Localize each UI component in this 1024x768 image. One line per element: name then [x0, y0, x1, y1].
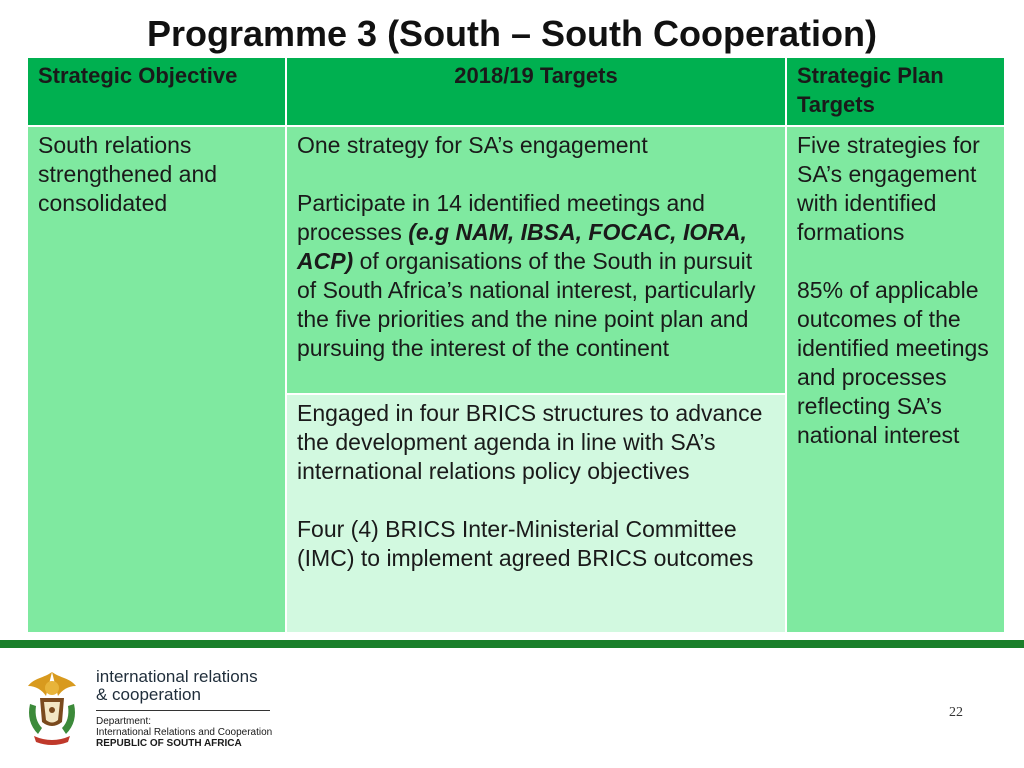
- coat-of-arms-icon: [22, 668, 82, 748]
- plan-target-five-strategies: Five strategies for SA’s engagement with identified formations: [797, 132, 980, 245]
- page-number: 22: [949, 705, 963, 720]
- brand-divider: [96, 710, 270, 711]
- target-brics-structures: Engaged in four BRICS structures to advance the development agenda in line with SA’s international relations policy objectives: [297, 400, 763, 484]
- brand-line-2: & cooperation: [96, 685, 201, 704]
- department-brand: [96, 668, 276, 749]
- dept-label: Department:: [96, 716, 152, 727]
- cell-strategic-plan-targets: [785, 125, 1004, 632]
- country-name: REPUBLIC OF SOUTH AFRICA: [96, 738, 242, 749]
- target-one-strategy: One strategy for SA’s engagement: [297, 132, 648, 158]
- slide-title: Programme 3 (South – South Cooperation): [146, 13, 878, 54]
- target-participate-start: Participate in 14 identified meetings and processes: [297, 190, 705, 245]
- target-participate-meetings: [297, 189, 775, 363]
- cell-targets-top: [285, 125, 785, 393]
- header-strategic-objective: Strategic Objective: [28, 58, 285, 125]
- cell-targets-bottom: [285, 393, 785, 632]
- target-brics-imc: Four (4) BRICS Inter-Ministerial Committee (IMC) to implement agreed BRICS outcomes: [297, 516, 754, 571]
- target-participate-examples: (e.g NAM, IBSA, FOCAC, IORA, ACP): [297, 219, 747, 274]
- footer-rule: [0, 640, 1024, 648]
- objective-text: South relations strengthened and consolidated: [38, 132, 218, 216]
- cell-strategic-objective: [28, 125, 285, 632]
- targets-table: [28, 58, 1004, 632]
- header-strategic-plan-targets: Strategic Plan Targets: [785, 58, 1004, 125]
- plan-target-85-percent: 85% of applicable outcomes of the identified meetings and processes reflecting SA’s national interest: [797, 277, 989, 448]
- target-participate-end: of organisations of the South in pursuit of South Africa’s national interest, particularly the five priorities and the nine point plan and pursuing the interest of the continent: [297, 248, 756, 361]
- header-2018-19-targets: 2018/19 Targets: [285, 58, 785, 125]
- brand-line-1: international relations: [96, 667, 258, 686]
- dept-name: International Relations and Cooperation: [96, 727, 273, 738]
